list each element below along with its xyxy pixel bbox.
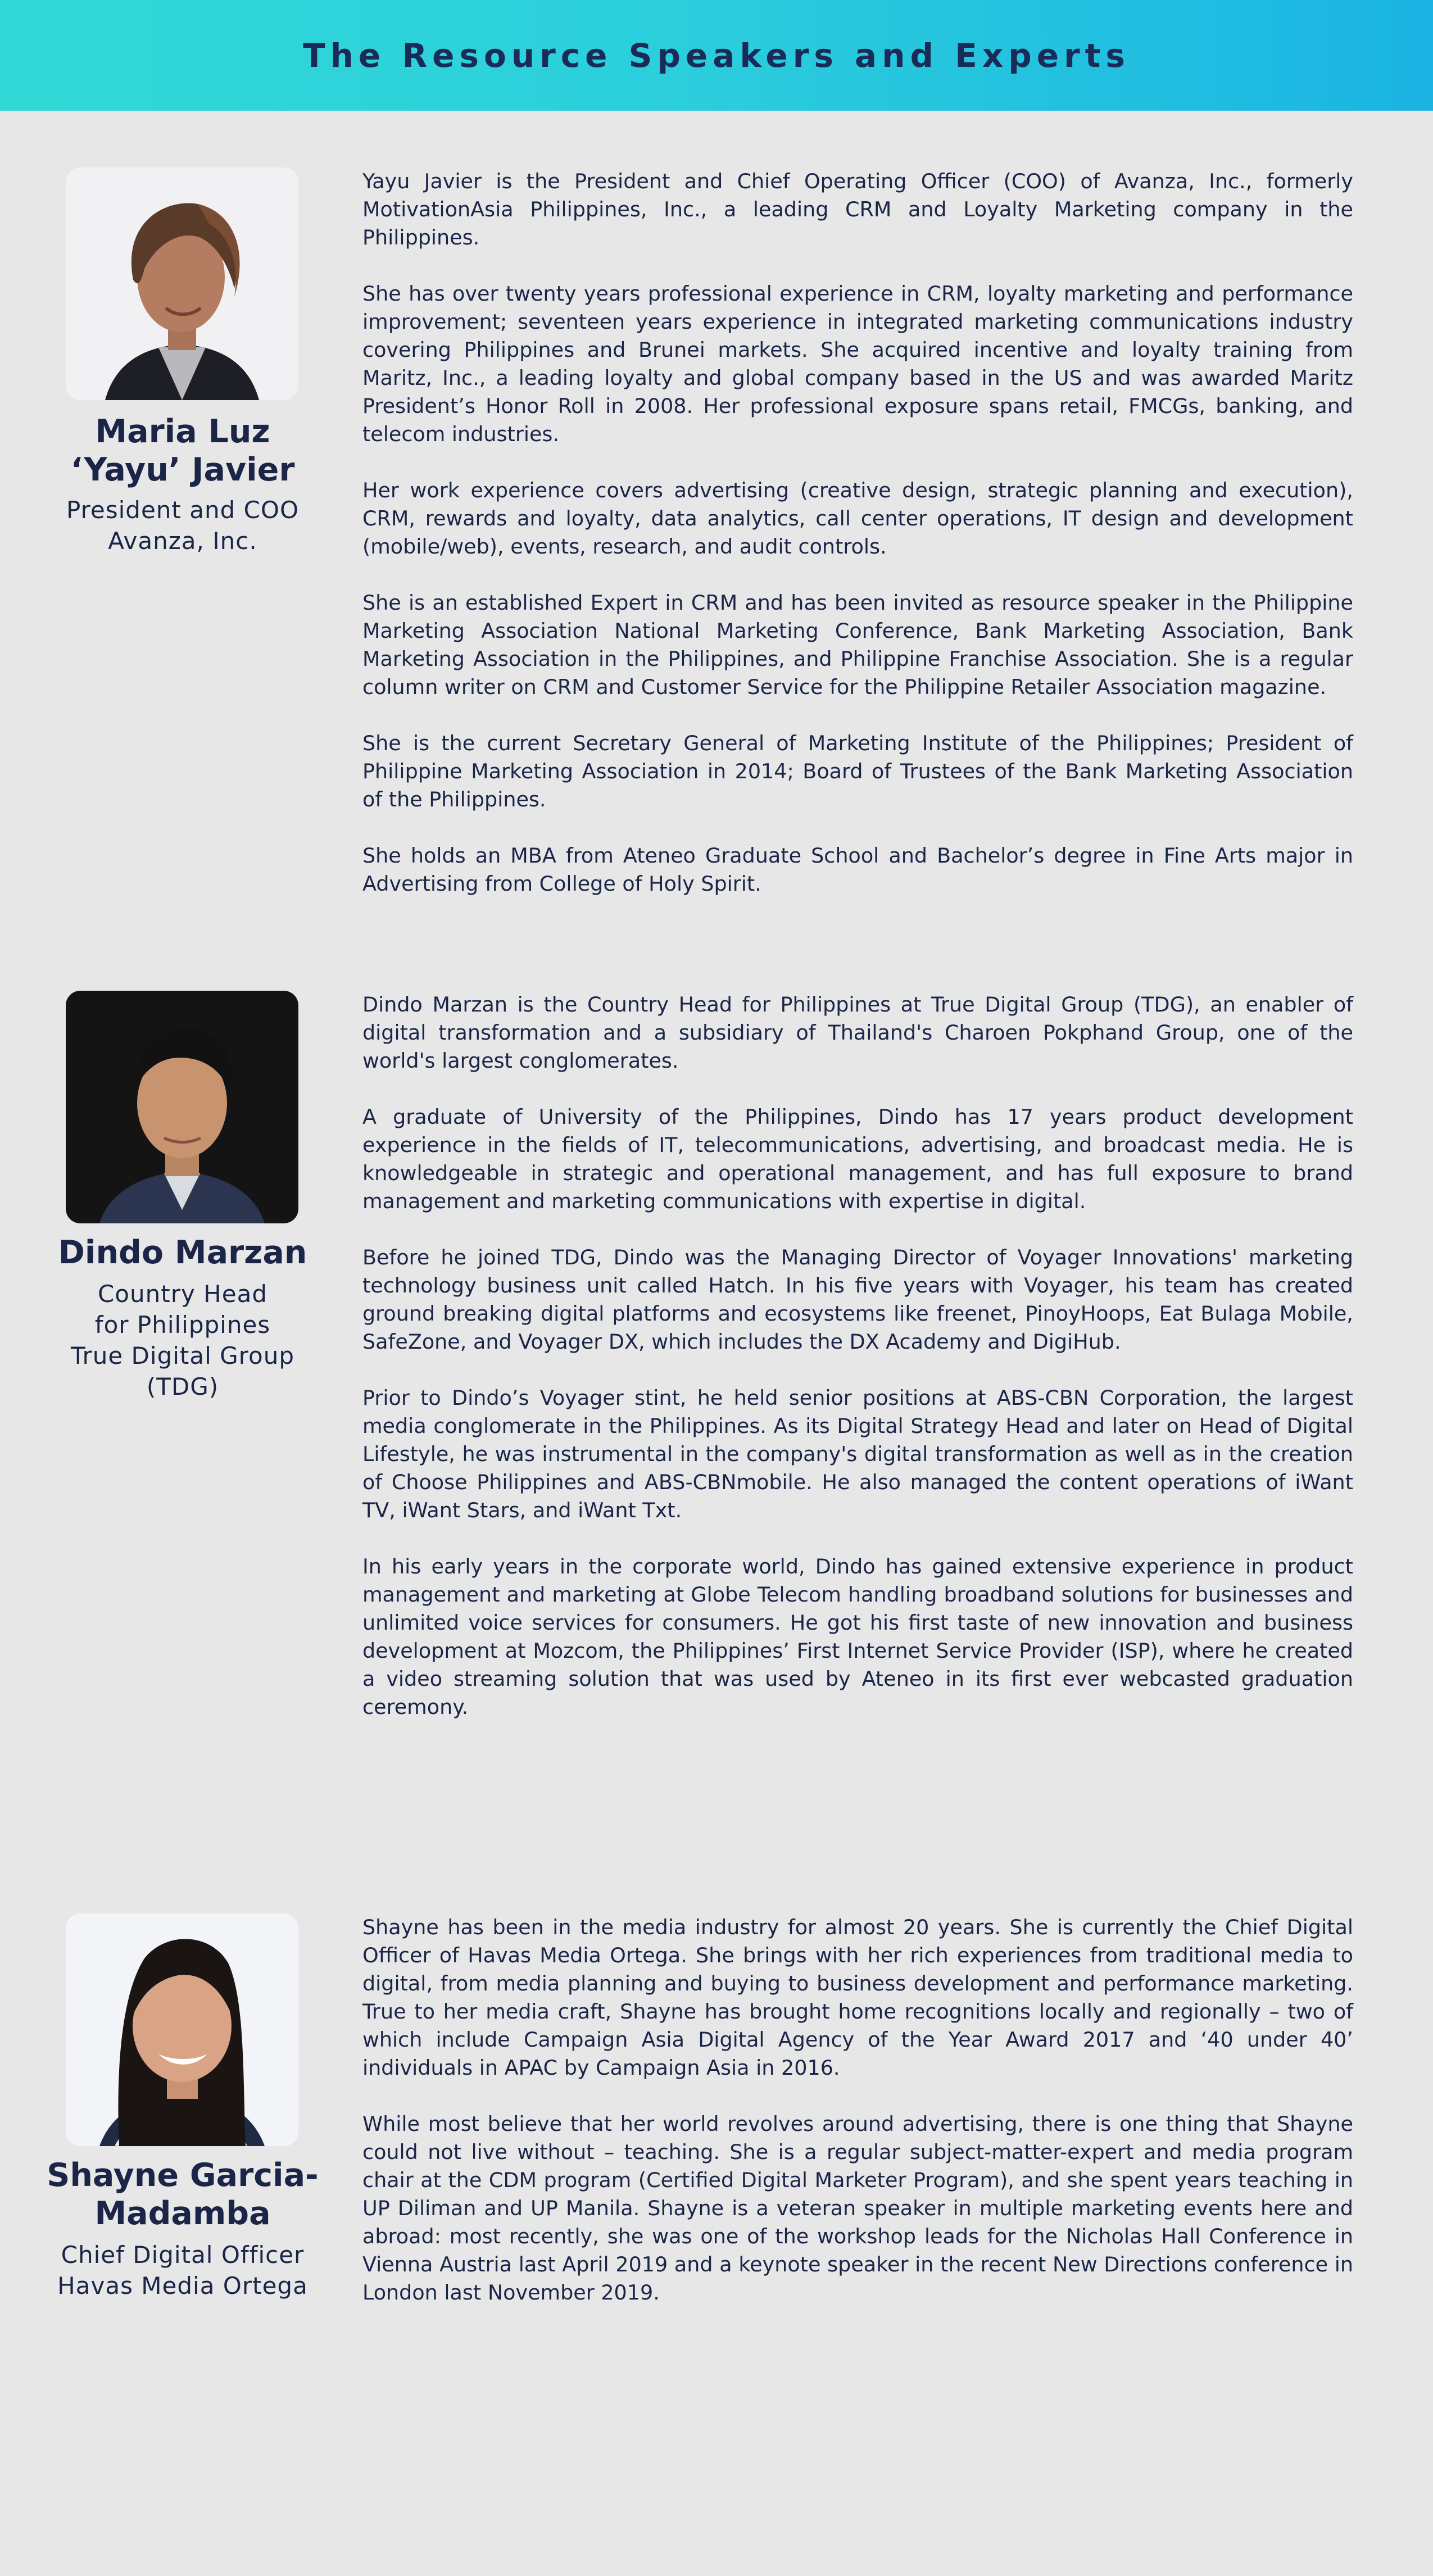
speaker-role-line: True Digital Group: [71, 1342, 294, 1369]
speaker-name-line: Dindo Marzan: [58, 1234, 307, 1271]
page-title: The Resource Speakers and Experts: [303, 36, 1130, 75]
speaker-bio: [362, 991, 1353, 1721]
bio-paragraph: She is the current Secretary General of Marketing Institute of the Philippines; President of Philippine Marketing Association in 2014; Board of Trustees of the Bank Marketing Association of the Philippines.: [362, 731, 1353, 811]
page-header: [0, 0, 1433, 111]
bio-paragraph: She is an established Expert in CRM and has been invited as resource speaker in the Philippine Marketing Association National Marketing Conference, Bank Marketing Association, Bank Marketing Association in the Philippines, and Philippine Franchise Association. She is a regular column writer on CRM and Customer Service for the Philippine Retailer Association magazine.: [362, 591, 1353, 699]
bio-paragraph: Dindo Marzan is the Country Head for Philippines at True Digital Group (TDG), an enabler of digital transformation and a subsidiary of Thailand's Charoen Pokphand Group, one of the world's largest conglomerates.: [362, 992, 1353, 1073]
bio-paragraph: Before he joined TDG, Dindo was the Managing Director of Voyager Innovations' marketing technology business unit called Hatch. In his five years with Voyager, his team has created ground breaking digital platforms and ecosystems like freenet, PinoyHoops, Eat Bulaga Mobile, SafeZone, and Voyager DX, which includes the DX Academy and DigiHub.: [362, 1245, 1353, 1354]
bio-paragraph: Prior to Dindo’s Voyager stint, he held senior positions at ABS-CBN Corporation, the largest media conglomerate in the Philippines. As its Digital Strategy Head and later on Head of Digital Lifestyle, he was instrumental in the company's digital transformation as well as in the creation of Choose Philippines and ABS-CBNmobile. He also managed the content operations of iWant TV, iWant Stars, and iWant Txt.: [362, 1386, 1353, 1522]
speaker-photo: [66, 1913, 298, 2146]
speaker-photo: [66, 991, 298, 1223]
bio-paragraph: In his early years in the corporate world, Dindo has gained extensive experience in product management and marketing at Globe Telecom handling broadband solutions for businesses and unlimited voice services for consumers. He got his first taste of new innovation and business development at Mozcom, the Philippines’ First Internet Service Provider (ISP), where he created a video streaming solution that was used by Ateneo in its first ever webcasted graduation ceremony.: [362, 1554, 1353, 1719]
bio-paragraph: Shayne has been in the media industry for almost 20 years. She is currently the Chief Digital Officer of Havas Media Ortega. She brings with her rich experiences from traditional media to digital, from media planning and buying to business development and performance marketing. True to her media craft, Shayne has brought home recognitions locally and regionally – two of which include Campaign Asia Digital Agency of the Year Award 2017 and ‘40 under 40’ individuals in APAC by Campaign Asia in 2016.: [362, 1915, 1353, 2080]
speaker-role-line: Avanza, Inc.: [108, 527, 257, 555]
bio-paragraph: She holds an MBA from Ateneo Graduate School and Bachelor’s degree in Fine Arts major in Advertising from College of Holy Spirit.: [362, 843, 1353, 896]
speaker-role-line: for Philippines: [94, 1311, 271, 1339]
bio-paragraph: While most believe that her world revolves around advertising, there is one thing that Shayne could not live without – teaching. She is a regular subject-matter-expert and media program chair at the CDM program (Certified Digital Marketer Program), and she spent years teaching in UP Diliman and UP Manila. Shayne is a veteran speaker in multiple marketing events here and abroad: most recently, she was one of the workshop leads for the Nicholas Hall Conference in Vienna Austria last April 2019 and a keynote speaker in the recent New Directions conference in London last November 2019.: [362, 2112, 1353, 2305]
speaker-role: [0, 1278, 365, 1402]
speaker-role-line: President and COO: [66, 496, 300, 524]
speaker-role-line: Havas Media Ortega: [57, 2272, 308, 2300]
speaker-bio: [362, 167, 1353, 898]
bio-paragraph: Yayu Javier is the President and Chief Operating Officer (COO) of Avanza, Inc., formerly MotivationAsia Philippines, Inc., a leading CRM and Loyalty Marketing company in the Philippines.: [362, 169, 1353, 250]
speaker-name-line: Madamba: [94, 2195, 271, 2232]
speaker-name-line: Maria Luz: [95, 413, 270, 450]
speaker-name: [0, 2156, 365, 2233]
bio-paragraph: Her work experience covers advertising (creative design, strategic planning and execution), CRM, rewards and loyalty, data analytics, call center operations, IT design and development (mobile/web), events, research, and audit controls.: [362, 478, 1353, 559]
speaker-name-line: ‘Yayu’ Javier: [70, 451, 295, 488]
speaker-bio: [362, 1913, 1353, 2307]
speaker-name: [0, 412, 365, 489]
speaker-role: [0, 495, 365, 556]
speaker-photo: [66, 167, 298, 400]
speaker-role: [0, 2239, 365, 2301]
speaker-role-line: (TDG): [146, 1373, 219, 1400]
speaker-role-line: Chief Digital Officer: [61, 2241, 305, 2269]
bio-paragraph: A graduate of University of the Philippines, Dindo has 17 years product development experience in the fields of IT, telecommunications, advertising, and broadcast media. He is knowledgeable in strategic and operational management, and has full exposure to brand management and marketing communications with expertise in digital.: [362, 1105, 1353, 1213]
bio-paragraph: She has over twenty years professional experience in CRM, loyalty marketing and performance improvement; seventeen years experience in integrated marketing communications industry covering Philippines and Brunei markets. She acquired incentive and loyalty training from Maritz, Inc., a leading loyalty and global company based in the US and was awarded Maritz President’s Honor Roll in 2008. Her professional exposure spans retail, FMCGs, banking, and telecom industries.: [362, 282, 1353, 446]
speaker-name: [0, 1233, 365, 1272]
speaker-name-line: Shayne Garcia-: [47, 2157, 319, 2194]
speaker-role-line: Country Head: [97, 1280, 268, 1308]
